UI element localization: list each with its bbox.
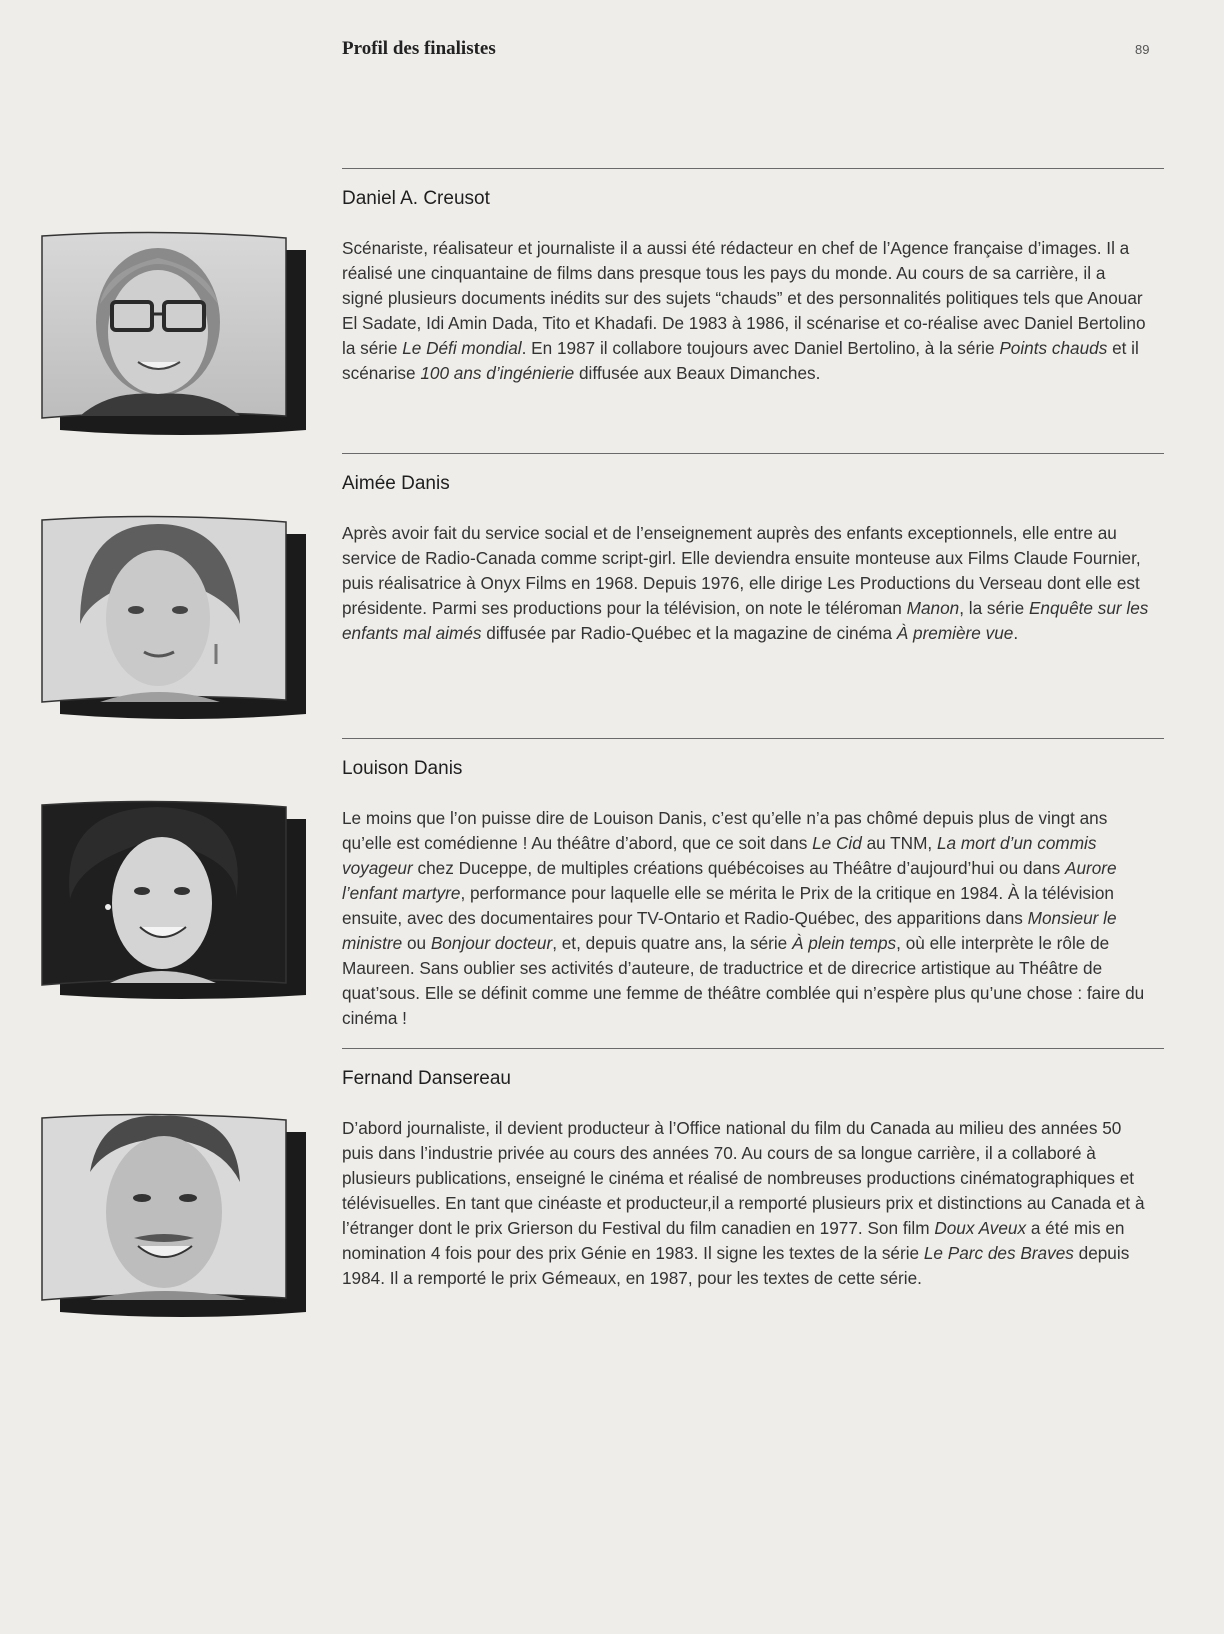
bio-text: Le moins que l’on puisse dire de Louison Danis, c’est qu’elle n’a pas chômé depuis plus de vingt ans qu’elle est comédienne ! Au théâtre d’abord, que ce soit dans bbox=[342, 808, 1108, 853]
bio-title-italic: Manon bbox=[906, 598, 960, 618]
profile-bio bbox=[342, 236, 1150, 386]
bio-text: au TNM, bbox=[861, 833, 937, 853]
bio-title-italic: Le Défi mondial bbox=[402, 338, 522, 358]
page-number: 89 bbox=[1135, 42, 1150, 57]
profile-name: Daniel A. Creusot bbox=[342, 188, 490, 209]
profile-photo bbox=[40, 1112, 306, 1318]
bio-text: , performance pour laquelle elle se mérita le Prix de la critique en 1984. À la télévision ensuite, avec des documentaires pour TV-Ontario et Radio-Québec, des apparitions dans bbox=[342, 883, 1114, 928]
section-divider bbox=[342, 453, 1164, 454]
profile-bio bbox=[342, 1116, 1150, 1291]
bio-text: depuis 1984. Il a remporté le prix Gémeaux, en 1987, pour les textes de cette série. bbox=[342, 1243, 1130, 1288]
bio-title-italic: 100 ans d’ingénierie bbox=[420, 363, 575, 383]
profile-name: Aimée Danis bbox=[342, 473, 450, 494]
bio-text: , où elle interprète le rôle de Maureen. Sans oublier ses activités d’auteure, de traductrice et de direcrice artistique au Théâtre de quat’sous. Elle se définit comme une femme de théâtre comblée qui n’espère plus qu’une chose : faire du cinéma ! bbox=[342, 933, 1145, 1028]
bio-text: a été mis en nomination 4 fois pour des prix Génie en 1983. Il signe les textes de la série bbox=[342, 1218, 1125, 1263]
bio-text: diffusée par Radio-Québec et la magazine de cinéma bbox=[481, 623, 897, 643]
profile-name: Fernand Dansereau bbox=[342, 1068, 511, 1089]
bio-title-italic: Enquête sur les enfants mal aimés bbox=[342, 598, 1149, 643]
bio-title-italic: Doux Aveux bbox=[934, 1218, 1027, 1238]
section-divider bbox=[342, 1048, 1164, 1049]
profile-photo bbox=[40, 230, 306, 436]
bio-text: Scénariste, réalisateur et journaliste il a aussi été rédacteur en chef de l’Agence française d’images. Il a réalisé une cinquantaine de films dans presque tous les pays du monde. Au cours de sa carrière, il a signé plusieurs documents inédits sur des sujets “chauds” et des personnalités politiques tels que Anouar El Sadate, Idi Amin Dada, Tito et Khadafi. De 1983 à 1986, il scénarise et co-réalise avec Daniel Bertolino la série bbox=[342, 238, 1146, 358]
bio-title-italic: Points chauds bbox=[999, 338, 1108, 358]
section-divider bbox=[342, 738, 1164, 739]
bio-text: D’abord journaliste, il devient producteur à l’Office national du film du Canada au milieu des années 50 puis dans l’industrie privée au cours des années 70. Au cours de sa longue carrière, il a collaboré à plusieurs publications, enseigné le cinéma et réalisé de nombreuses productions cinématographiques et télévisuelles. En tant que cinéaste et producteur,il a remporté plusieurs prix et distinctions au Canada et à l’étranger dont le prix Grierson du Festival du film canadien en 1977. Son film bbox=[342, 1118, 1145, 1238]
bio-text: chez Duceppe, de multiples créations québécoises au Théâtre d’aujourd’hui ou dans bbox=[412, 858, 1065, 878]
bio-text: diffusée aux Beaux Dimanches. bbox=[574, 363, 821, 383]
portrait-man-mustache-icon bbox=[40, 1112, 306, 1318]
bio-text: , la série bbox=[959, 598, 1029, 618]
profile-name: Louison Danis bbox=[342, 758, 463, 779]
bio-text: . En 1987 il collabore toujours avec Daniel Bertolino, à la série bbox=[521, 338, 1000, 358]
portrait-woman-short-hair-icon bbox=[40, 514, 306, 720]
bio-title-italic: Bonjour docteur bbox=[430, 933, 553, 953]
bio-text: Après avoir fait du service social et de l’enseignement auprès des enfants exceptionnels, elle entre au service de Radio-Canada comme script-girl. Elle deviendra ensuite monteuse aux Films Claude Fournier, puis réalisatrice à Onyx Films en 1968. Depuis 1976, elle dirige Les Productions du Verseau dont elle est présidente. Parmi ses productions pour la télévision, on note le téléroman bbox=[342, 523, 1141, 618]
bio-title-italic: La mort d’un commis voyageur bbox=[342, 833, 1097, 878]
section-divider bbox=[342, 168, 1164, 169]
profile-bio bbox=[342, 521, 1150, 646]
profile-photo bbox=[40, 514, 306, 720]
bio-title-italic: Le Parc des Braves bbox=[923, 1243, 1074, 1263]
bio-title-italic: À première vue bbox=[896, 623, 1014, 643]
bio-title-italic: À plein temps bbox=[792, 933, 897, 953]
bio-title-italic: Le Cid bbox=[812, 833, 862, 853]
page-title: Profil des finalistes bbox=[342, 38, 496, 59]
bio-text: ou bbox=[402, 933, 431, 953]
portrait-woman-curly-hair-icon bbox=[40, 799, 306, 1005]
profile-bio bbox=[342, 806, 1150, 1031]
profile-photo bbox=[40, 799, 306, 1005]
bio-text: , et, depuis quatre ans, la série bbox=[552, 933, 793, 953]
bio-text: . bbox=[1013, 623, 1019, 643]
bio-text: et il scénarise bbox=[342, 338, 1139, 383]
bio-title-italic: Monsieur le ministre bbox=[342, 908, 1117, 953]
portrait-man-glasses-icon bbox=[40, 230, 306, 436]
bio-title-italic: Aurore l’enfant martyre bbox=[342, 858, 1117, 903]
